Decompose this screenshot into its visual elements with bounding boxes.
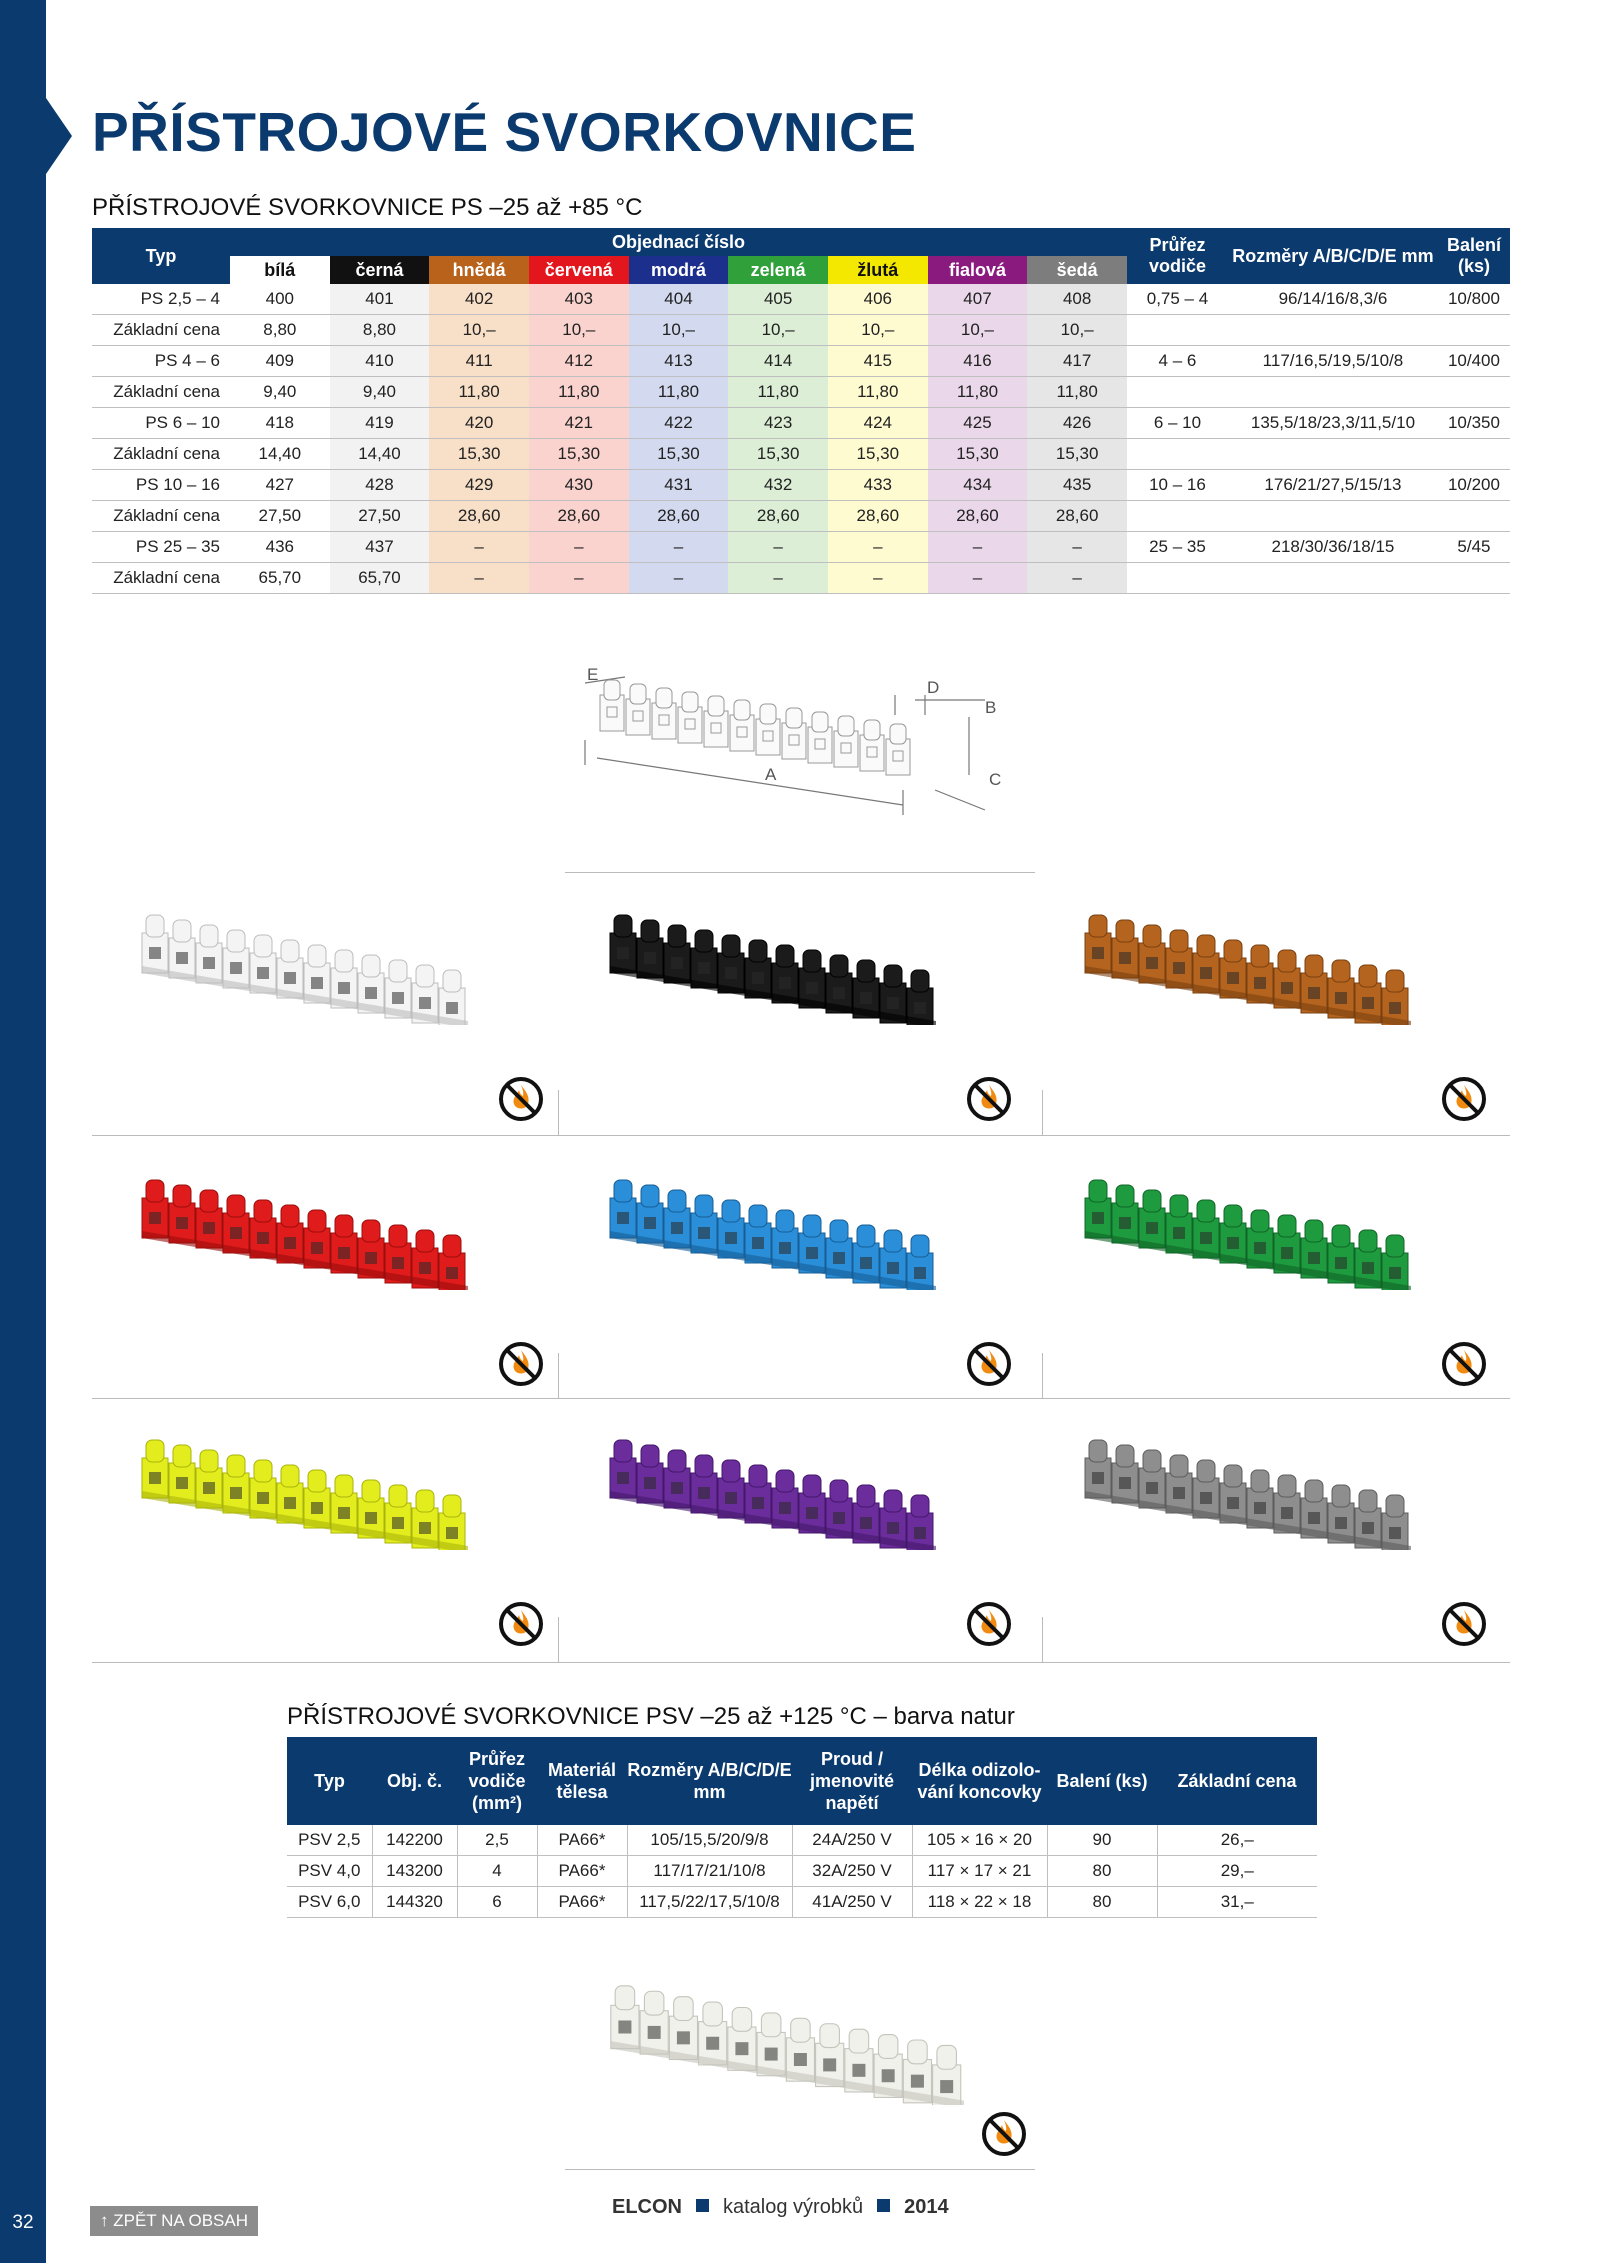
psv-header: Obj. č.	[372, 1737, 457, 1825]
order-number-cell: –	[529, 563, 629, 594]
footer-text: katalog výrobků	[723, 2196, 864, 2218]
order-number-cell: 425	[928, 408, 1028, 439]
order-number-cell: 420	[429, 408, 529, 439]
table-row	[92, 377, 1510, 408]
psv-cell: 6	[457, 1887, 537, 1918]
order-number-cell: 406	[828, 284, 928, 315]
dimensions-cell: 96/14/16/8,3/6	[1228, 284, 1438, 315]
dimensions-cell: 117/16,5/19,5/10/8	[1228, 346, 1438, 377]
psv-cell: 143200	[372, 1856, 457, 1887]
psv-cell: 80	[1047, 1856, 1157, 1887]
cross-section-cell	[1127, 315, 1228, 346]
order-number-cell: 405	[728, 284, 828, 315]
table-row	[92, 315, 1510, 346]
divider	[1042, 1090, 1043, 1135]
table-row	[287, 1887, 1317, 1918]
psv-cell: PSV 4,0	[287, 1856, 372, 1887]
order-number-cell: 424	[828, 408, 928, 439]
terminal-strip-photo-blue	[600, 1170, 960, 1295]
order-number-cell: 14,40	[330, 439, 430, 470]
order-number-cell: 421	[529, 408, 629, 439]
terminal-strip-photo-black	[600, 905, 960, 1030]
psv-cell: 117,5/22/17,5/10/8	[627, 1887, 792, 1918]
halogen-free-icon	[980, 2110, 1028, 2158]
order-number-cell: 419	[330, 408, 430, 439]
packaging-cell: 10/200	[1438, 470, 1510, 501]
cross-section-cell	[1127, 563, 1228, 594]
order-number-cell: 10,–	[728, 315, 828, 346]
order-number-cell: 15,30	[728, 439, 828, 470]
diagram-label-e: E	[587, 665, 599, 684]
order-number-cell: 426	[1027, 408, 1127, 439]
dimensions-cell: 218/30/36/18/15	[1228, 532, 1438, 563]
psv-header: Průřez vodiče (mm²)	[457, 1737, 537, 1825]
psv-header: Délka odizolo-vání koncovky	[912, 1737, 1047, 1825]
order-number-cell: 28,60	[828, 501, 928, 532]
table-row	[287, 1825, 1317, 1856]
halogen-free-icon	[965, 1340, 1013, 1388]
terminal-strip-photo-white	[132, 905, 492, 1030]
diagram-label-d: D	[927, 678, 940, 697]
order-number-cell: 27,50	[330, 501, 430, 532]
order-number-cell: 10,–	[828, 315, 928, 346]
psv-cell: 26,–	[1157, 1825, 1317, 1856]
order-number-cell: 15,30	[928, 439, 1028, 470]
order-number-cell: 401	[330, 284, 430, 315]
color-header: šedá	[1027, 256, 1127, 284]
packaging-cell	[1438, 563, 1510, 594]
square-icon	[696, 2199, 709, 2212]
dimension-diagram	[565, 655, 1035, 870]
type-cell: PS 4 – 6	[92, 346, 230, 377]
terminal-strip-photo-brown	[1075, 905, 1435, 1030]
terminal-strip-photo-green	[1075, 1170, 1435, 1295]
order-number-cell: 413	[629, 346, 729, 377]
color-header: černá	[330, 256, 430, 284]
diagram-label-c: C	[989, 770, 1002, 789]
divider	[1042, 1353, 1043, 1398]
order-number-cell: 11,80	[828, 377, 928, 408]
packaging-cell: 10/400	[1438, 346, 1510, 377]
table-row	[92, 470, 1510, 501]
divider	[558, 1353, 559, 1398]
order-number-cell: –	[828, 532, 928, 563]
packaging-cell	[1438, 315, 1510, 346]
order-number-cell: 412	[529, 346, 629, 377]
divider	[558, 1090, 559, 1135]
table-row	[92, 439, 1510, 470]
psv-cell: 105/15,5/20/9/8	[627, 1825, 792, 1856]
color-header: modrá	[629, 256, 729, 284]
divider	[565, 2169, 1035, 2170]
dimensions-cell	[1228, 315, 1438, 346]
order-number-cell: 418	[230, 408, 330, 439]
order-number-cell: 428	[330, 470, 430, 501]
cross-section-cell: 10 – 16	[1127, 470, 1228, 501]
order-number-cell: 408	[1027, 284, 1127, 315]
psv-cell: 29,–	[1157, 1856, 1317, 1887]
order-number-cell: 15,30	[828, 439, 928, 470]
order-number-cell: 65,70	[330, 563, 430, 594]
order-number-cell: 434	[928, 470, 1028, 501]
type-cell: Základní cena	[92, 501, 230, 532]
order-number-cell: 414	[728, 346, 828, 377]
order-number-cell: 415	[828, 346, 928, 377]
psv-cell: PSV 6,0	[287, 1887, 372, 1918]
dimensions-cell	[1228, 439, 1438, 470]
order-number-cell: –	[1027, 532, 1127, 563]
cross-section-cell: 0,75 – 4	[1127, 284, 1228, 315]
order-number-cell: 429	[429, 470, 529, 501]
psv-cell: 4	[457, 1856, 537, 1887]
type-cell: Základní cena	[92, 315, 230, 346]
cross-section-cell: 25 – 35	[1127, 532, 1228, 563]
cross-section-cell: 4 – 6	[1127, 346, 1228, 377]
cross-section-cell	[1127, 439, 1228, 470]
order-number-cell: –	[928, 532, 1028, 563]
order-number-cell: 11,80	[728, 377, 828, 408]
section2-title: PŘÍSTROJOVÉ SVORKOVNICE PSV –25 až +125 °C – barva natur	[287, 1703, 1015, 1730]
terminal-strip-photo-purple	[600, 1430, 960, 1555]
terminal-strip-photo-yellow	[132, 1430, 492, 1555]
psv-table	[287, 1737, 1317, 1918]
footer-brand: ELCON	[612, 2196, 682, 2218]
footer	[612, 2196, 949, 2219]
psv-cell: 105 × 16 × 20	[912, 1825, 1047, 1856]
order-number-cell: 409	[230, 346, 330, 377]
order-number-cell: –	[1027, 563, 1127, 594]
order-number-cell: 430	[529, 470, 629, 501]
type-cell: PS 2,5 – 4	[92, 284, 230, 315]
col-baleni: Balení (ks)	[1438, 228, 1510, 284]
order-number-cell: 28,60	[529, 501, 629, 532]
psv-cell: PA66*	[537, 1887, 627, 1918]
square-icon	[877, 2199, 890, 2212]
cross-section-cell	[1127, 501, 1228, 532]
psv-cell: 117/17/21/10/8	[627, 1856, 792, 1887]
order-number-cell: 14,40	[230, 439, 330, 470]
col-rozmery: Rozměry A/B/C/D/E mm	[1228, 228, 1438, 284]
order-number-cell: 423	[728, 408, 828, 439]
divider	[565, 872, 1035, 873]
halogen-free-icon	[965, 1600, 1013, 1648]
order-number-cell: –	[429, 532, 529, 563]
order-number-cell: 11,80	[629, 377, 729, 408]
packaging-cell	[1438, 377, 1510, 408]
terminal-strip-photo-natur	[600, 1975, 990, 2110]
order-number-cell: 15,30	[429, 439, 529, 470]
color-header: zelená	[728, 256, 828, 284]
order-number-cell: 8,80	[230, 315, 330, 346]
page-number: 32	[12, 2212, 34, 2233]
halogen-free-icon	[497, 1600, 545, 1648]
psv-cell: 144320	[372, 1887, 457, 1918]
order-number-cell: 437	[330, 532, 430, 563]
order-number-cell: 436	[230, 532, 330, 563]
order-number-cell: 410	[330, 346, 430, 377]
order-number-cell: 15,30	[629, 439, 729, 470]
divider	[92, 1662, 1510, 1663]
order-number-cell: 28,60	[1027, 501, 1127, 532]
order-number-cell: 11,80	[529, 377, 629, 408]
terminal-strip-photo-red	[132, 1170, 492, 1295]
order-number-cell: 432	[728, 470, 828, 501]
order-number-cell: 417	[1027, 346, 1127, 377]
psv-cell: 80	[1047, 1887, 1157, 1918]
order-number-cell: 9,40	[230, 377, 330, 408]
color-header: žlutá	[828, 256, 928, 284]
halogen-free-icon	[497, 1340, 545, 1388]
order-number-cell: 28,60	[429, 501, 529, 532]
order-number-cell: 403	[529, 284, 629, 315]
table-row	[92, 346, 1510, 377]
packaging-cell	[1438, 439, 1510, 470]
back-to-contents-link[interactable]: ↑ ZPĚT NA OBSAH	[90, 2206, 258, 2236]
color-header: bílá	[230, 256, 330, 284]
table-row	[92, 284, 1510, 315]
packaging-cell: 10/350	[1438, 408, 1510, 439]
order-number-cell: 28,60	[629, 501, 729, 532]
table-row	[92, 532, 1510, 563]
divider	[92, 1135, 1510, 1136]
table-row	[287, 1856, 1317, 1887]
order-number-cell: –	[928, 563, 1028, 594]
dimensions-cell: 176/21/27,5/15/13	[1228, 470, 1438, 501]
table-row	[92, 563, 1510, 594]
order-number-cell: –	[529, 532, 629, 563]
ps-table	[92, 228, 1510, 594]
order-number-cell: 10,–	[629, 315, 729, 346]
color-header: červená	[529, 256, 629, 284]
type-cell: PS 25 – 35	[92, 532, 230, 563]
divider	[92, 1398, 1510, 1399]
col-typ: Typ	[92, 228, 230, 284]
color-header: hnědá	[429, 256, 529, 284]
order-number-cell: 435	[1027, 470, 1127, 501]
order-number-cell: 431	[629, 470, 729, 501]
order-number-cell: 407	[928, 284, 1028, 315]
psv-header: Proud / jmenovité napětí	[792, 1737, 912, 1825]
psv-cell: 90	[1047, 1825, 1157, 1856]
order-number-cell: 10,–	[1027, 315, 1127, 346]
order-number-cell: 422	[629, 408, 729, 439]
type-cell: PS 6 – 10	[92, 408, 230, 439]
psv-header: Typ	[287, 1737, 372, 1825]
order-number-cell: 65,70	[230, 563, 330, 594]
order-number-cell: 400	[230, 284, 330, 315]
psv-cell: 31,–	[1157, 1887, 1317, 1918]
psv-header: Základní cena	[1157, 1737, 1317, 1825]
col-prurez: Průřez vodiče	[1127, 228, 1228, 284]
dimensions-cell	[1228, 563, 1438, 594]
order-number-cell: 427	[230, 470, 330, 501]
dimensions-cell	[1228, 501, 1438, 532]
diagram-label-b: B	[985, 698, 997, 717]
section1-title: PŘÍSTROJOVÉ SVORKOVNICE PS –25 až +85 °C	[92, 194, 643, 221]
psv-header: Rozměry A/B/C/D/E mm	[627, 1737, 792, 1825]
order-number-cell: 9,40	[330, 377, 430, 408]
type-cell: Základní cena	[92, 377, 230, 408]
dimensions-cell: 135,5/18/23,3/11,5/10	[1228, 408, 1438, 439]
order-number-cell: 404	[629, 284, 729, 315]
order-number-cell: 10,–	[429, 315, 529, 346]
order-number-cell: –	[728, 532, 828, 563]
cross-section-cell: 6 – 10	[1127, 408, 1228, 439]
order-number-cell: –	[629, 532, 729, 563]
order-number-cell: 11,80	[429, 377, 529, 408]
psv-cell: 24A/250 V	[792, 1825, 912, 1856]
psv-cell: 142200	[372, 1825, 457, 1856]
psv-cell: 2,5	[457, 1825, 537, 1856]
halogen-free-icon	[497, 1075, 545, 1123]
order-number-cell: 10,–	[928, 315, 1028, 346]
psv-cell: 118 × 22 × 18	[912, 1887, 1047, 1918]
halogen-free-icon	[965, 1075, 1013, 1123]
psv-cell: PA66*	[537, 1856, 627, 1887]
psv-header: Materiál tělesa	[537, 1737, 627, 1825]
psv-cell: 41A/250 V	[792, 1887, 912, 1918]
table-row	[92, 408, 1510, 439]
psv-cell: PSV 2,5	[287, 1825, 372, 1856]
order-number-cell: –	[429, 563, 529, 594]
col-objednaci: Objednací číslo	[230, 228, 1127, 256]
terminal-strip-photo-gray	[1075, 1430, 1435, 1555]
sidebar-strip	[0, 0, 46, 2263]
divider	[1042, 1617, 1043, 1662]
halogen-free-icon	[1440, 1075, 1488, 1123]
order-number-cell: –	[828, 563, 928, 594]
order-number-cell: 416	[928, 346, 1028, 377]
order-number-cell: 8,80	[330, 315, 430, 346]
title-chevron	[46, 98, 72, 174]
halogen-free-icon	[1440, 1600, 1488, 1648]
order-number-cell: 11,80	[928, 377, 1028, 408]
table-row	[92, 501, 1510, 532]
cross-section-cell	[1127, 377, 1228, 408]
order-number-cell: –	[728, 563, 828, 594]
psv-header: Balení (ks)	[1047, 1737, 1157, 1825]
dimensions-cell	[1228, 377, 1438, 408]
color-header: fialová	[928, 256, 1028, 284]
order-number-cell: 433	[828, 470, 928, 501]
type-cell: PS 10 – 16	[92, 470, 230, 501]
packaging-cell	[1438, 501, 1510, 532]
order-number-cell: 15,30	[529, 439, 629, 470]
order-number-cell: 28,60	[728, 501, 828, 532]
halogen-free-icon	[1440, 1340, 1488, 1388]
type-cell: Základní cena	[92, 439, 230, 470]
psv-cell: 32A/250 V	[792, 1856, 912, 1887]
order-number-cell: 411	[429, 346, 529, 377]
diagram-label-a: A	[765, 765, 777, 784]
order-number-cell: –	[629, 563, 729, 594]
order-number-cell: 27,50	[230, 501, 330, 532]
order-number-cell: 28,60	[928, 501, 1028, 532]
psv-cell: 117 × 17 × 21	[912, 1856, 1047, 1887]
order-number-cell: 402	[429, 284, 529, 315]
footer-year: 2014	[904, 2196, 949, 2218]
page-title: PŘÍSTROJOVÉ SVORKOVNICE	[92, 101, 917, 163]
packaging-cell: 5/45	[1438, 532, 1510, 563]
divider	[558, 1617, 559, 1662]
order-number-cell: 11,80	[1027, 377, 1127, 408]
order-number-cell: 15,30	[1027, 439, 1127, 470]
psv-cell: PA66*	[537, 1825, 627, 1856]
packaging-cell: 10/800	[1438, 284, 1510, 315]
order-number-cell: 10,–	[529, 315, 629, 346]
type-cell: Základní cena	[92, 563, 230, 594]
